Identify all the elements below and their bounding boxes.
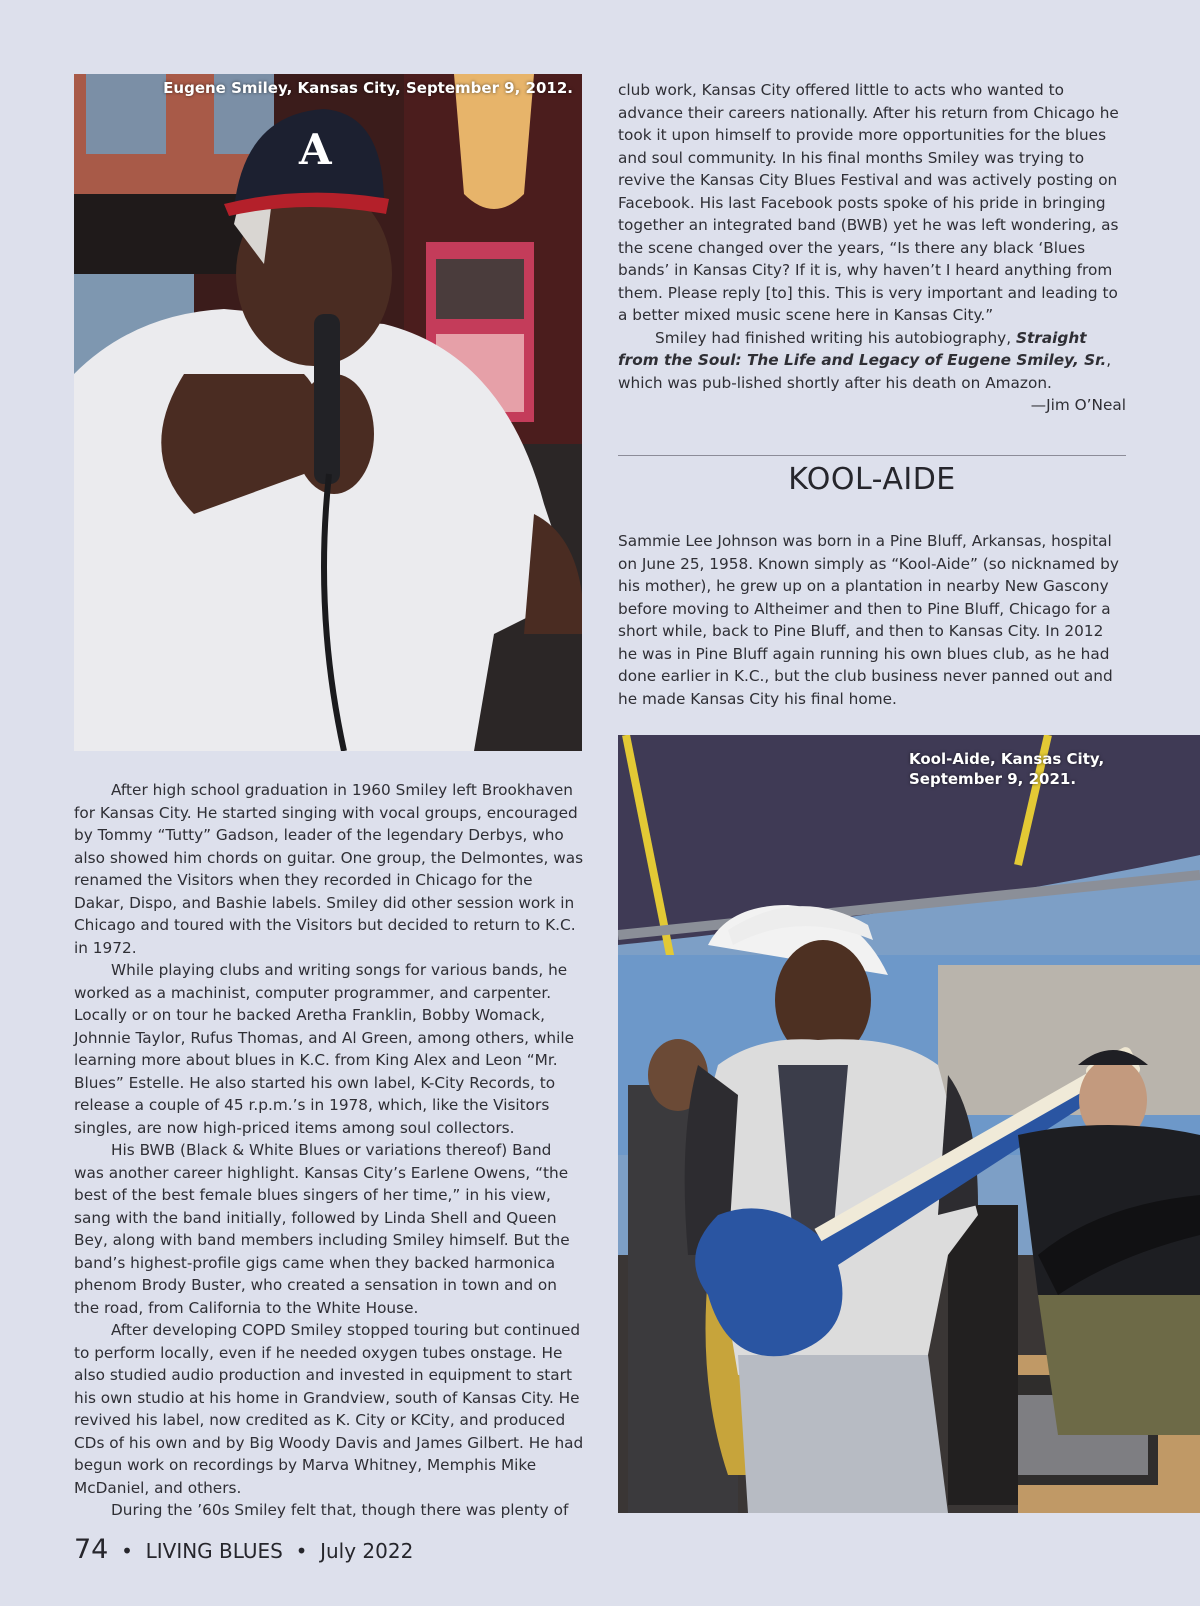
article-paragraph: Sammie Lee Johnson was born in a Pine Bluff, Arkansas, hospital on June 25, 1958. Known simply as “Kool-Aide” (so nicknamed by his mother), he grew up on a plantation in nearby New Gascony before moving to Altheimer and then to Pine Bluff, Chicago for a short while, back to Pine Bluff, and then to Kansas City. In 2012 he was in Pine Bluff again running his own blues club, as he had done earlier in K.C., but the club business never panned out and he made Kansas City his final home. xyxy=(618,532,1119,708)
photo-caption-smiley: Eugene Smiley, Kansas City, September 9, 2012. xyxy=(163,79,573,97)
footer-bullet: • xyxy=(121,1539,133,1563)
footer-bullet: • xyxy=(295,1539,308,1563)
autobiography-text-pre: Smiley had finished writing his autobiography, xyxy=(655,328,1016,347)
photo-caption-kool-aide xyxy=(909,749,1104,789)
author-signature: —Jim O’Neal xyxy=(1030,396,1126,414)
article-paragraph: While playing clubs and writing songs for various bands, he worked as a machinist, computer programmer, and carpenter. Locally or on tour he backed Aretha Franklin, Bobby Womack, Johnnie Taylor, Rufus Thomas, and Al Green, among others, while learning more about blues in K.C. from King Alex and Leon “Mr. Blues” Estelle. He also started his own label, K-City Records, to release a couple of 45 r.p.m.’s in 1978, which, like the Visitors singles, are now high-priced items among soul collectors. xyxy=(74,961,574,1137)
autobiography-title: Straight from the Soul: The Life and Legacy of Eugene Smiley, Sr. xyxy=(618,328,1107,369)
section-heading: KOOL-AIDE xyxy=(788,462,956,497)
photo-caption-line: September 9, 2021. xyxy=(909,770,1077,788)
article-paragraph: After high school graduation in 1960 Smiley left Brookhaven for Kansas City. He started singing with vocal groups, encouraged by Tommy “Tutty” Gadson, leader of the legendary Derbys, who also showed him chords on guitar. One group, the Delmontes, was renamed the Visitors when they recorded in Chicago for the Dakar, Dispo, and Bashie labels. Smiley did other session work in Chicago and toured with the Visitors but decided to return to K.C. in 1972. xyxy=(74,781,584,957)
svg-text:A: A xyxy=(299,125,332,174)
issue-date: July 2022 xyxy=(320,1539,414,1563)
page-footer xyxy=(74,1534,413,1565)
article-paragraph-autobiography xyxy=(618,327,1126,395)
photo-eugene-smiley-illustration xyxy=(74,74,582,751)
photo-caption-line: Kool-Aide, Kansas City, xyxy=(909,750,1105,768)
photo-kool-aide-illustration xyxy=(618,735,1200,1513)
article-paragraph: His BWB (Black & White Blues or variations thereof) Band was another career highlight. Kansas City’s Earlene Owens, “the best of the best female blues singers of her time,” in his view, sang with the band initially, followed by Linda Shell and Queen Bey, along with band members including Smiley himself. But the band’s highest-profile gigs came when they backed harmonica phenom Brody Buster, who created a sensation in town and on the road, from California to the White House. xyxy=(74,1141,570,1317)
kool-aide-intro xyxy=(618,530,1126,710)
page-number: 74 xyxy=(74,1534,109,1565)
photo-kool-aide xyxy=(618,735,1200,1513)
article-paragraph: club work, Kansas City offered little to acts who wanted to advance their careers nationally. After his return from Chicago he took it upon himself to provide more opportunities for the blues and soul community. In his final months Smiley was trying to revive the Kansas City Blues Festival and was actively posting on Facebook. His last Facebook posts spoke of his pride in bringing together an integrated band (BWB) yet he was left wondering, as the scene changed over the years, “Is there any black ‘Blues bands’ in Kansas City? If it is, why haven’t I heard anything from them. Please reply [to] this. This is very important and leading to a better mixed music scene here in Kansas City.” xyxy=(618,81,1119,324)
photo-eugene-smiley xyxy=(74,74,582,751)
article-paragraph: After developing COPD Smiley stopped touring but continued to perform locally, even if he needed oxygen tubes onstage. He also studied audio production and invested in equipment to start his own studio at his home in Grandview, south of Kansas City. He revived his label, now credited as K. City or KCity, and produced CDs of his own and by Big Woody Davis and James Gilbert. He had begun work on recordings by Marva Whitney, Memphis Mike McDaniel, and others. xyxy=(74,1321,584,1497)
section-divider xyxy=(618,455,1126,456)
magazine-name: LIVING BLUES xyxy=(145,1539,283,1563)
article-right-column xyxy=(618,79,1126,417)
article-left-column xyxy=(74,779,584,1522)
article-paragraph: During the ’60s Smiley felt that, though there was plenty of xyxy=(111,1501,569,1519)
autobiography-text-post: , which was pub-lished shortly after his death on Amazon. xyxy=(618,351,1112,392)
